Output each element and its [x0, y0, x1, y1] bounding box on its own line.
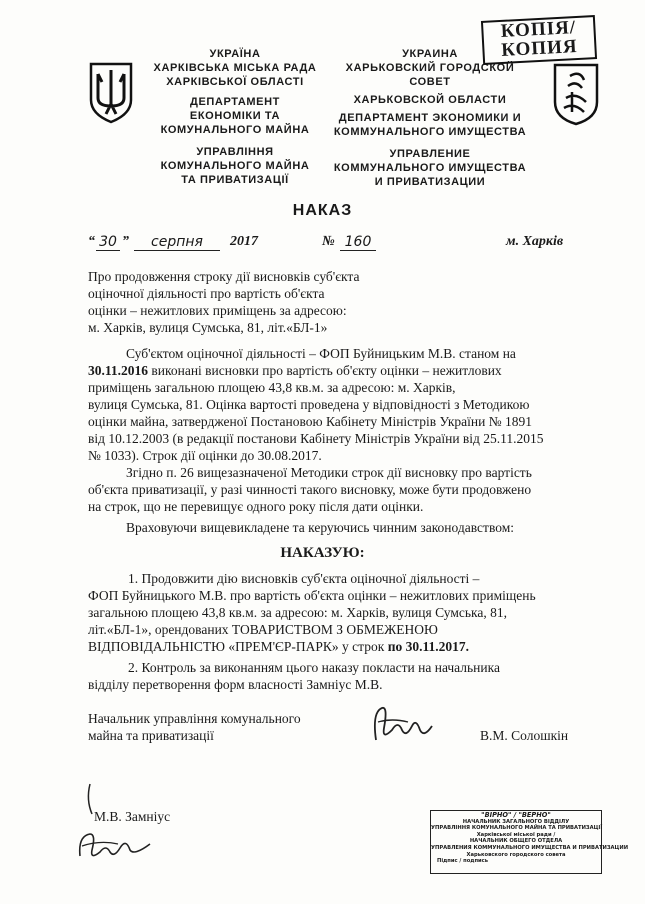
body-line: на строк, що не перевищує одного року після дати оцінки. [88, 499, 424, 514]
header-left-office-1: УПРАВЛІННЯ [196, 146, 274, 158]
stamp-line: Харьковского городского совета [466, 851, 566, 858]
body-line: від 10.12.2003 (в редакції постанови Кабінету Міністрів України від 25.11.2015 [88, 431, 544, 446]
executor-name: М.В. Замніус [94, 809, 171, 824]
item-line: загальною площею 43,8 кв.м. за адресою: м. Харків, вулиця Сумська, 81, [88, 605, 508, 620]
order-number-prefix: № [322, 234, 335, 249]
document-title: НАКАЗ [292, 202, 353, 219]
deadline-date: по 30.11.2017. [387, 639, 469, 654]
date-line: “ 30 ” серпня 2017 № 160 м. Харків [88, 234, 564, 250]
stamp-line: УПРАВЛІННЯ КОМУНАЛЬНОГО МАЙНА ТА ПРИВАТИЗАЦІЇ [431, 825, 603, 832]
body-line: об'єкта приватизації, у разі чинності такого висновку, може бути продовжено [88, 482, 532, 497]
subject-block [88, 268, 408, 336]
item-line: ФОП Буйницького М.В. про вартість об'єкта оцінки – нежитлових приміщень [88, 588, 536, 603]
order-heading: НАКАЗУЮ: [280, 545, 365, 561]
item-line: 2. Контроль за виконанням цього наказу покласти на начальника [128, 660, 500, 675]
position-line: майна та приватизації [88, 728, 214, 743]
certification-stamp [430, 810, 629, 874]
signatory-position [88, 710, 348, 744]
item-line: літ.«БЛ-1», орендованих ТОВАРИСТВОМ З ОБМЕЖЕНОЮ [88, 622, 438, 637]
stamp-line: "ВІРНО" / "ВЕРНО" [481, 811, 551, 819]
subject-line: оцінки – нежитлових приміщень за адресою: [88, 303, 347, 318]
subject-line: оціночної діяльності про вартість об'єкта [88, 286, 325, 301]
signature-scribble [368, 700, 438, 750]
header-left-department-3: КОМУНАЛЬНОГО МАЙНА [160, 124, 310, 136]
header-right-department-2: КОММУНАЛЬНОГО ИМУЩЕСТВА [333, 126, 527, 138]
body-line: оцінки майна, затвердженої Постановою Кабінету Міністрів України № 1891 [88, 414, 532, 429]
header-right-council-1: ХАРЬКОВСКИЙ ГОРОДСКОЙ [345, 62, 515, 74]
date-year: 2017 [230, 234, 258, 249]
header-right-office-1: УПРАВЛЕНИЕ [389, 148, 471, 160]
stamp-line: НАЧАЛЬНИК ЗАГАЛЬНОГО ВІДДІЛУ [462, 818, 570, 825]
item-line: 1. Продовжити дію висновків суб'єкта оціночної діяльності – [128, 571, 480, 586]
header-left-office-2: КОМУНАЛЬНОГО МАЙНА [160, 160, 310, 172]
header-left-department-2: ЕКОНОМІКИ ТА [189, 110, 281, 122]
body-line: № 1033). Строк дії оцінки до 30.08.2017. [88, 448, 322, 463]
body-line: приміщень загальною площею 43,8 кв.м. за адресою: м. Харків, [88, 380, 456, 395]
subject-line: Про продовження строку дії висновків суб'єкта [88, 269, 360, 284]
signatory-name: В.М. Солошкін [480, 728, 569, 743]
header-right-office-2: КОММУНАЛЬНОГО ИМУЩЕСТВА [333, 162, 527, 174]
body-text-span: ВІДПОВІДАЛЬНІСТЮ «ПРЕМ'ЄР-ПАРК» у строк [88, 639, 388, 654]
copy-stamp-line2: КОПИЯ [500, 36, 579, 61]
stamp-line: УПРАВЛЕНИЯ КОММУНАЛЬНОГО ИМУЩЕСТВА И ПРИВАТИЗАЦИИ [431, 844, 629, 851]
city: м. Харків [506, 234, 564, 249]
executor-signature [70, 780, 160, 880]
copy-stamp [481, 15, 597, 65]
stamp-line: Харківської міської ради / [476, 831, 556, 838]
header-left [135, 47, 335, 187]
order-number: 160 [340, 234, 376, 251]
item-line: відділу перетворення форм власності Замніус М.В. [88, 677, 383, 692]
header-left-department-1: ДЕПАРТАМЕНТ [190, 96, 280, 108]
header-right-department-1: ДЕПАРТАМЕНТ ЭКОНОМИКИ И [338, 112, 522, 124]
item-line [88, 638, 608, 655]
date-month: серпня [134, 234, 220, 251]
header-left-oblast: ХАРКІВСЬКОЇ ОБЛАСТІ [166, 76, 304, 88]
body-line: Враховуючи вищевикладене та керуючись чинним законодавством: [126, 520, 515, 535]
body-text-span: виконані висновки про вартість об'єкту оцінки – нежитлових [148, 363, 502, 378]
coat-of-arms-icon [88, 60, 134, 126]
header-left-country: УКРАЇНА [209, 48, 261, 60]
header-right-country: УКРАИНА [402, 48, 458, 60]
subject-line: м. Харків, вулиця Сумська, 81, літ.«БЛ-1» [88, 320, 328, 335]
header-right-oblast: ХАРЬКОВСКОЙ ОБЛАСТИ [353, 94, 507, 106]
body-line: Суб'єктом оціночної діяльності – ФОП Буйницьким М.В. станом на [126, 346, 516, 361]
stamp-line: НАЧАЛЬНИК ОБЩЕГО ОТДЕЛА [469, 838, 563, 845]
eval-date: 30.11.2016 [88, 363, 149, 378]
header-right [330, 47, 530, 189]
stamp-signature-label: Підпис / подпись [437, 858, 489, 865]
header-right-office-3: И ПРИВАТИЗАЦИИ [374, 176, 486, 188]
body-line [88, 362, 608, 379]
body-line: Згідно п. 26 вищезазначеної Методики строк дії висновку про вартість [126, 465, 532, 480]
position-line: Начальник управління комунального [88, 711, 301, 726]
order-items [88, 570, 608, 693]
header-left-council: ХАРКІВСЬКА МІСЬКА РАДА [153, 62, 317, 74]
header-left-office-3: ТА ПРИВАТИЗАЦІЇ [181, 174, 289, 186]
header-right-council-2: СОВЕТ [409, 76, 451, 88]
date-day: 30 [96, 234, 120, 251]
copy-stamp-line1: КОПІЯ/ [500, 17, 577, 42]
body-text [88, 345, 608, 536]
city-emblem-icon [552, 62, 600, 126]
body-line: вулиця Сумська, 81. Оцінка вартості проведена у відповідності з Методикою [88, 397, 530, 412]
